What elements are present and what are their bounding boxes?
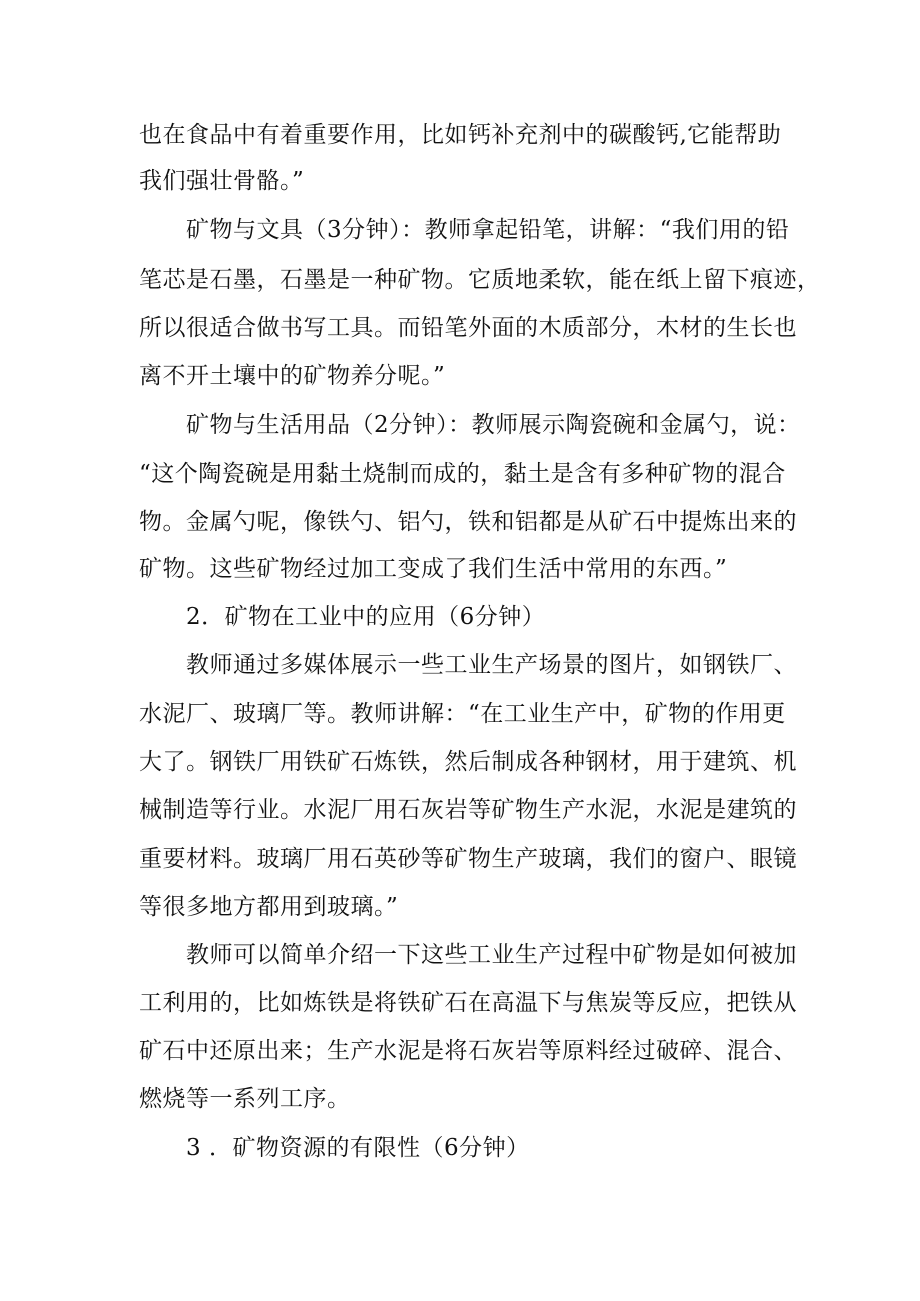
text-line: 所以很适合做书写工具。而铅笔外面的木质部分，木材的生长也 <box>139 315 797 341</box>
paragraph-start-line: 矿物与生活用品（2分钟）：教师展示陶瓷碗和金属勺，说： <box>186 412 801 438</box>
paragraph-start-line: 教师可以简单介绍一下这些工业生产过程中矿物是如何被加 <box>186 942 797 968</box>
text-line: 也在食品中有着重要作用，比如钙补充剂中的碳酸钙,它能帮助 <box>139 122 782 148</box>
text-line: 我们强壮骨骼。” <box>139 168 305 194</box>
text-line: “这个陶瓷碗是用黏土烧制而成的，黏土是含有多种矿物的混合 <box>139 461 786 487</box>
text-line: 械制造等行业。水泥厂用石灰岩等矿物生产水泥，水泥是建筑的 <box>139 797 797 823</box>
text-line: 重要材料。玻璃厂用石英砂等矿物生产玻璃，我们的窗户、眼镜 <box>139 846 797 872</box>
text-line: 笔芯是石墨，石墨是一种矿物。它质地柔软，能在纸上留下痕迹， <box>139 267 821 293</box>
text-line: 水泥厂、玻璃厂等。教师讲解：“在工业生产中，矿物的作用更 <box>139 701 786 727</box>
text-line: 矿物。这些矿物经过加工变成了我们生活中常用的东西。” <box>139 556 728 582</box>
text-line: 等很多地方都用到玻璃。” <box>139 894 399 920</box>
text-line: 矿石中还原出来；生产水泥是将石灰岩等原料经过破碎、混合、 <box>139 1038 797 1064</box>
section-heading: 3 ．矿物资源的有限性（6分钟） <box>186 1135 530 1161</box>
paragraph-start-line: 教师通过多媒体展示一些工业生产场景的图片，如钢铁厂、 <box>186 652 797 678</box>
section-heading: 2．矿物在工业中的应用（6分钟） <box>186 604 546 630</box>
text-line: 燃烧等一系列工序。 <box>139 1086 351 1112</box>
text-line: 物。金属勺呢，像铁勺、铝勺，铁和铝都是从矿石中提炼出来的 <box>139 509 797 535</box>
text-line: 工利用的，比如炼铁是将铁矿石在高温下与焦炭等反应，把铁从 <box>139 990 797 1016</box>
text-line: 大了。钢铁厂用铁矿石炼铁，然后制成各种钢材，用于建筑、机 <box>139 749 797 775</box>
paragraph-start-line: 矿物与文具（3分钟）：教师拿起铅笔，讲解：“我们用的铅 <box>186 217 790 243</box>
text-line: 离不开土壤中的矿物养分呢。” <box>139 363 446 389</box>
